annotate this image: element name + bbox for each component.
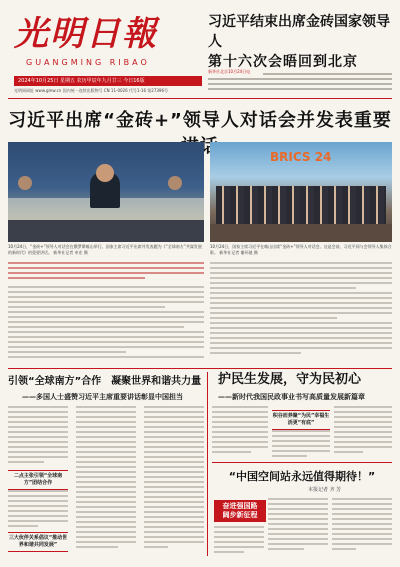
- right-section-rule: [212, 462, 392, 463]
- masthead-rule: [8, 98, 392, 99]
- series-badge: [214, 500, 266, 522]
- section-rule: [8, 368, 392, 369]
- badge-line1: 奋进强国路: [222, 502, 258, 510]
- dateline-bar: 2024年10月25日 星期五 农历甲辰年九月廿三 今日16版: [14, 76, 202, 86]
- main-article-body-right: [210, 262, 392, 362]
- summit-speech-photo[interactable]: [8, 142, 204, 242]
- right-section-headline[interactable]: 护民生发展，守为民初心: [218, 372, 362, 387]
- right-article-col2: [272, 430, 330, 460]
- lead-paragraph: [8, 262, 204, 282]
- left-boxed-subhead-2: 三大伙伴关系倡议“推动世界和谐共同发展”: [8, 532, 68, 552]
- main-article-body-left: [8, 286, 204, 364]
- left-article-col1-cont: [8, 490, 68, 530]
- brics-banner-text: BRICS 24: [270, 150, 332, 164]
- newspaper-front-page: [8, 6, 392, 561]
- main-headline[interactable]: 习近平出席“金砖+”领导人对话会并发表重要: [8, 110, 392, 131]
- right-boxed-subhead: 积谷而养聚“为民”幸福生活更“有底”: [272, 410, 330, 430]
- caption-left: 10月24日，“金砖+”领导人对话会在俄罗斯喀山举行。国家主席习近平出席并发表题为《“全球南方”共谋发展的新时代》的重要讲话。 新华社记者 申宏 摄: [8, 244, 202, 255]
- newspaper-logo: 光明日報: [14, 14, 158, 54]
- left-article-col1: [8, 406, 68, 466]
- column-divider: [207, 372, 208, 556]
- caption-right: 10月24日，国家主席习近平在喀山出席“金砖+”领导人对话会。这是会前，习近平同与会领导人集体合影。 新华社记者 谢环驰 摄: [210, 244, 392, 255]
- logo-pinyin: GUANGMING RIBAO: [26, 58, 150, 67]
- top-lede-text: [208, 58, 392, 92]
- right-article-col3: [334, 406, 392, 458]
- group-photo[interactable]: [210, 142, 392, 242]
- masthead: [8, 6, 392, 92]
- top-headline-line1: 习近平结束出席金砖国家领导人: [208, 14, 390, 50]
- top-headline-line2: 第十六次会晤回到北京: [208, 54, 358, 70]
- top-lede-lines: [208, 73, 392, 92]
- left-section-headline[interactable]: 引领“全球南方”合作 凝聚世界和谐共力量: [8, 376, 202, 387]
- space-article-col1: [268, 498, 328, 556]
- space-article-col2: [332, 498, 392, 556]
- right-section-subhead: ——新时代我国民政事业书写高质量发展新篇章: [218, 393, 365, 401]
- badge-line2: 阔步新征程: [222, 511, 258, 519]
- space-station-headline[interactable]: “中国空间站永远值得期待！”: [228, 470, 376, 483]
- left-article-col2: [76, 406, 136, 556]
- left-article-col3: [144, 406, 204, 556]
- left-boxed-subhead-1: 二点主张引领“全球南方”团结合作: [8, 470, 68, 490]
- publication-info: 光明网网址 www.gmw.cn 国内统一连续出版物号 CN 11-0026 代号1-16 第27396号: [14, 88, 168, 93]
- right-article-col1: [212, 406, 268, 456]
- top-lede-dateline: 新华社北京10月24日电: [208, 69, 251, 74]
- byline: 本报记者 齐 芳: [308, 487, 342, 493]
- space-article-col0: [214, 526, 264, 556]
- left-section-subhead: ——多国人士盛赞习近平主席重要讲话彰显中国担当: [22, 393, 183, 401]
